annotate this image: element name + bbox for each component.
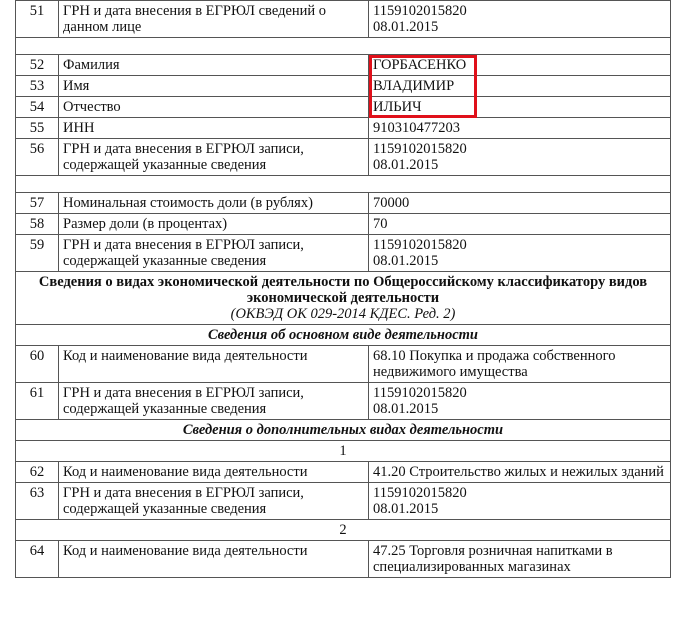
group-number: 1 [16,441,671,462]
table-row [16,55,671,76]
table-row [16,483,671,520]
row-value: 1159102015820 08.01.2015 [369,235,671,272]
table-row [16,97,671,118]
subsection-header [16,325,671,346]
row-label: Код и наименование вида деятельности [59,346,369,383]
row-number: 59 [16,235,59,272]
row-label: ГРН и дата внесения в ЕГРЮЛ записи, содержащей указанные сведения [59,139,369,176]
activity-code-value: 47.25 Торговля розничная напитками в специализированных магазинах [369,541,671,578]
table-row [16,541,671,578]
patronymic-label: Отчество [59,97,369,118]
table-row [16,214,671,235]
egrul-table [15,0,671,578]
row-label: ГРН и дата внесения в ЕГРЮЛ записи, содержащей указанные сведения [59,383,369,420]
row-label: ГРН и дата внесения в ЕГРЮЛ записи, содержащей указанные сведения [59,483,369,520]
table-row [16,76,671,97]
nominal-value-label: Номинальная стоимость доли (в рублях) [59,193,369,214]
surname-value: ГОРБАСЕНКО [369,55,671,76]
spacer-row [16,38,671,55]
row-number: 58 [16,214,59,235]
row-label: Код и наименование вида деятельности [59,541,369,578]
table-row [16,346,671,383]
main-activity-title: Сведения об основном виде деятельности [16,325,671,346]
row-number: 55 [16,118,59,139]
nominal-value: 70000 [369,193,671,214]
activity-code-value: 41.20 Строительство жилых и нежилых зданий [369,462,671,483]
row-number: 51 [16,1,59,38]
spacer-row [16,176,671,193]
section-header [16,272,671,325]
patronymic-value: ИЛЬИЧ [369,97,671,118]
subsection-header [16,420,671,441]
inn-label: ИНН [59,118,369,139]
okved-subtitle: (ОКВЭД ОК 029-2014 КДЕС. Ред. 2) [230,306,456,322]
row-number: 57 [16,193,59,214]
activity-code-value: 68.10 Покупка и продажа собственного недвижимого имущества [369,346,671,383]
group-row [16,520,671,541]
row-value: 1159102015820 08.01.2015 [369,1,671,38]
inn-value: 910310477203 [369,118,671,139]
table-row [16,193,671,214]
row-number: 63 [16,483,59,520]
table-row [16,383,671,420]
row-label: Код и наименование вида деятельности [59,462,369,483]
share-percent-label: Размер доли (в процентах) [59,214,369,235]
row-label: ГРН и дата внесения в ЕГРЮЛ записи, содержащей указанные сведения [59,235,369,272]
row-number: 60 [16,346,59,383]
row-label: ГРН и дата внесения в ЕГРЮЛ сведений о данном лице [59,1,369,38]
group-number: 2 [16,520,671,541]
row-value: 1159102015820 08.01.2015 [369,139,671,176]
section-title: Сведения о видах экономической деятельности по Общероссийскому классификатору видов экономической деятельности [38,274,648,306]
highlight-annotation [369,55,477,118]
row-number: 64 [16,541,59,578]
group-row [16,441,671,462]
surname-label: Фамилия [59,55,369,76]
row-number: 56 [16,139,59,176]
table-row [16,235,671,272]
additional-activity-title: Сведения о дополнительных видах деятельности [16,420,671,441]
row-number: 62 [16,462,59,483]
egrul-extract [15,0,670,578]
row-number: 61 [16,383,59,420]
share-percent-value: 70 [369,214,671,235]
table-row [16,1,671,38]
table-row [16,118,671,139]
row-number: 52 [16,55,59,76]
first-name-label: Имя [59,76,369,97]
row-value: 1159102015820 08.01.2015 [369,383,671,420]
first-name-value: ВЛАДИМИР [369,76,671,97]
table-row [16,462,671,483]
row-value: 1159102015820 08.01.2015 [369,483,671,520]
row-number: 54 [16,97,59,118]
table-row [16,139,671,176]
row-number: 53 [16,76,59,97]
